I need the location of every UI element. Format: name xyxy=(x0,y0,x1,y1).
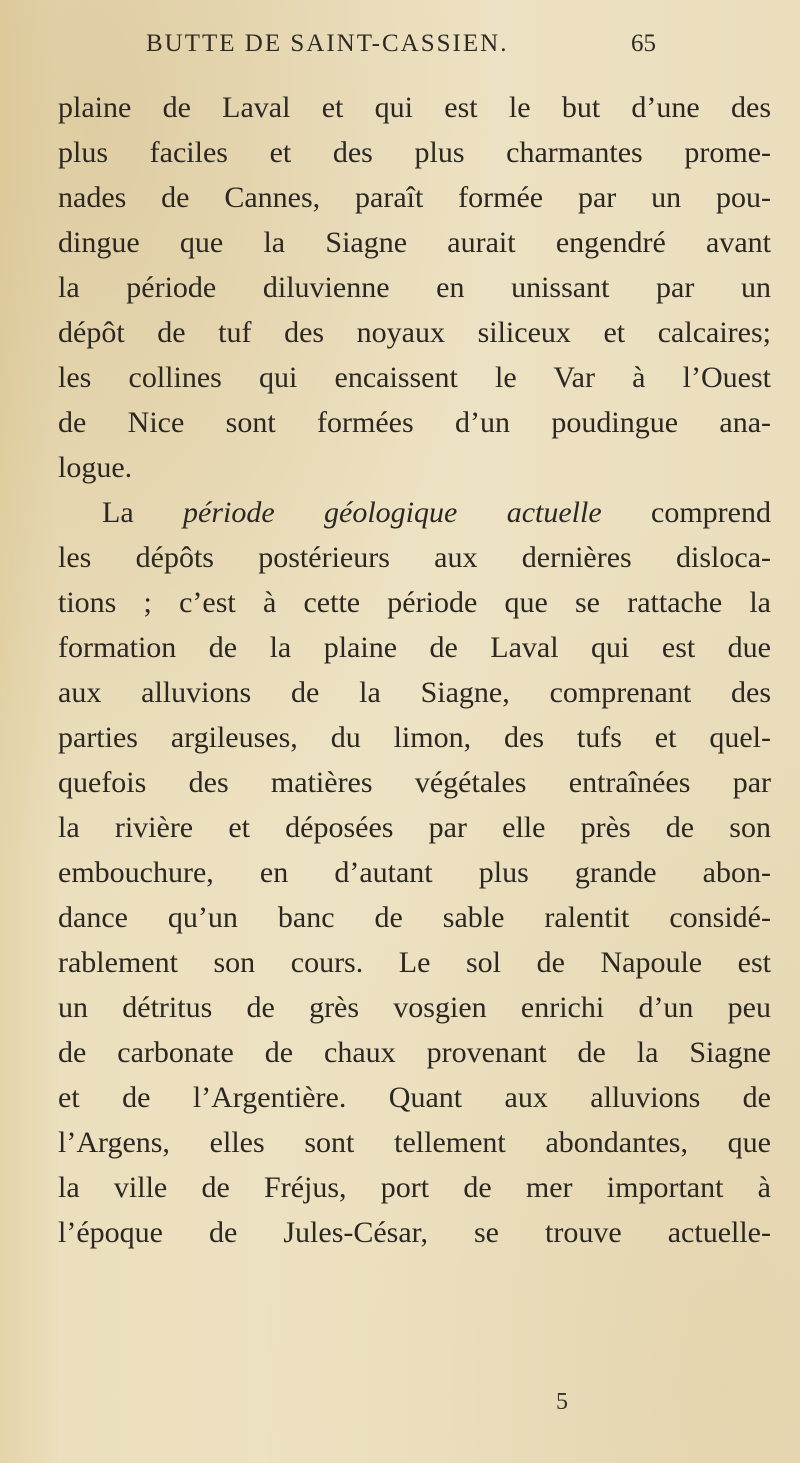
text-line: parties argileuses, du limon, des tufs et quel- xyxy=(58,721,771,754)
text-line: les collines qui encaissent le Var à l’Ouest xyxy=(58,361,771,394)
text-line: dance qu’un banc de sable ralentit considé- xyxy=(58,901,771,934)
paragraph-opening-line xyxy=(102,493,771,533)
text-line: et de l’Argentière. Quant aux alluvions de xyxy=(58,1081,771,1114)
text-line: dingue que la Siagne aurait engendré avant xyxy=(58,226,771,259)
text-line: un détritus de grès vosgien enrichi d’un peu xyxy=(58,991,771,1024)
text-line: de carbonate de chaux provenant de la Siagne xyxy=(58,1036,771,1069)
running-title: BUTTE DE SAINT-CASSIEN. xyxy=(146,30,509,57)
text-line: rablement son cours. Le sol de Napoule est xyxy=(58,946,771,979)
text-line: formation de la plaine de Laval qui est due xyxy=(58,631,771,664)
text-line: nades de Cannes, paraît formée par un pou- xyxy=(58,181,771,214)
text-line: plus faciles et des plus charmantes prome- xyxy=(58,136,771,169)
text-line: plaine de Laval et qui est le but d’une des xyxy=(58,91,771,124)
text-line: logue. xyxy=(58,451,133,484)
text-line: tions ; c’est à cette période que se rattache la xyxy=(58,586,771,619)
paragraph-opening-suffix: comprend xyxy=(601,496,771,529)
text-line: la période diluvienne en unissant par un xyxy=(58,271,771,304)
page-number: 65 xyxy=(631,30,656,57)
text-line: quefois des matières végétales entraînées par xyxy=(58,766,771,799)
text-line: l’Argens, elles sont tellement abondantes, que xyxy=(58,1126,771,1159)
text-line: la ville de Fréjus, port de mer important à xyxy=(58,1171,771,1204)
signature-mark: 5 xyxy=(556,1389,568,1415)
text-line: aux alluvions de la Siagne, comprenant des xyxy=(58,676,771,709)
text-line: embouchure, en d’autant plus grande abon- xyxy=(58,856,771,889)
text-line: dépôt de tuf des noyaux siliceux et calcaires; xyxy=(58,316,771,349)
text-line: l’époque de Jules-César, se trouve actuelle- xyxy=(58,1216,771,1249)
paragraph-opening-prefix: La xyxy=(102,496,184,529)
text-line: de Nice sont formées d’un poudingue ana- xyxy=(58,406,771,439)
text-line: les dépôts postérieurs aux dernières disloca- xyxy=(58,541,771,574)
italic-term: période géologique actuelle xyxy=(183,496,602,529)
text-line: la rivière et déposées par elle près de son xyxy=(58,811,771,844)
page-header xyxy=(146,30,656,70)
